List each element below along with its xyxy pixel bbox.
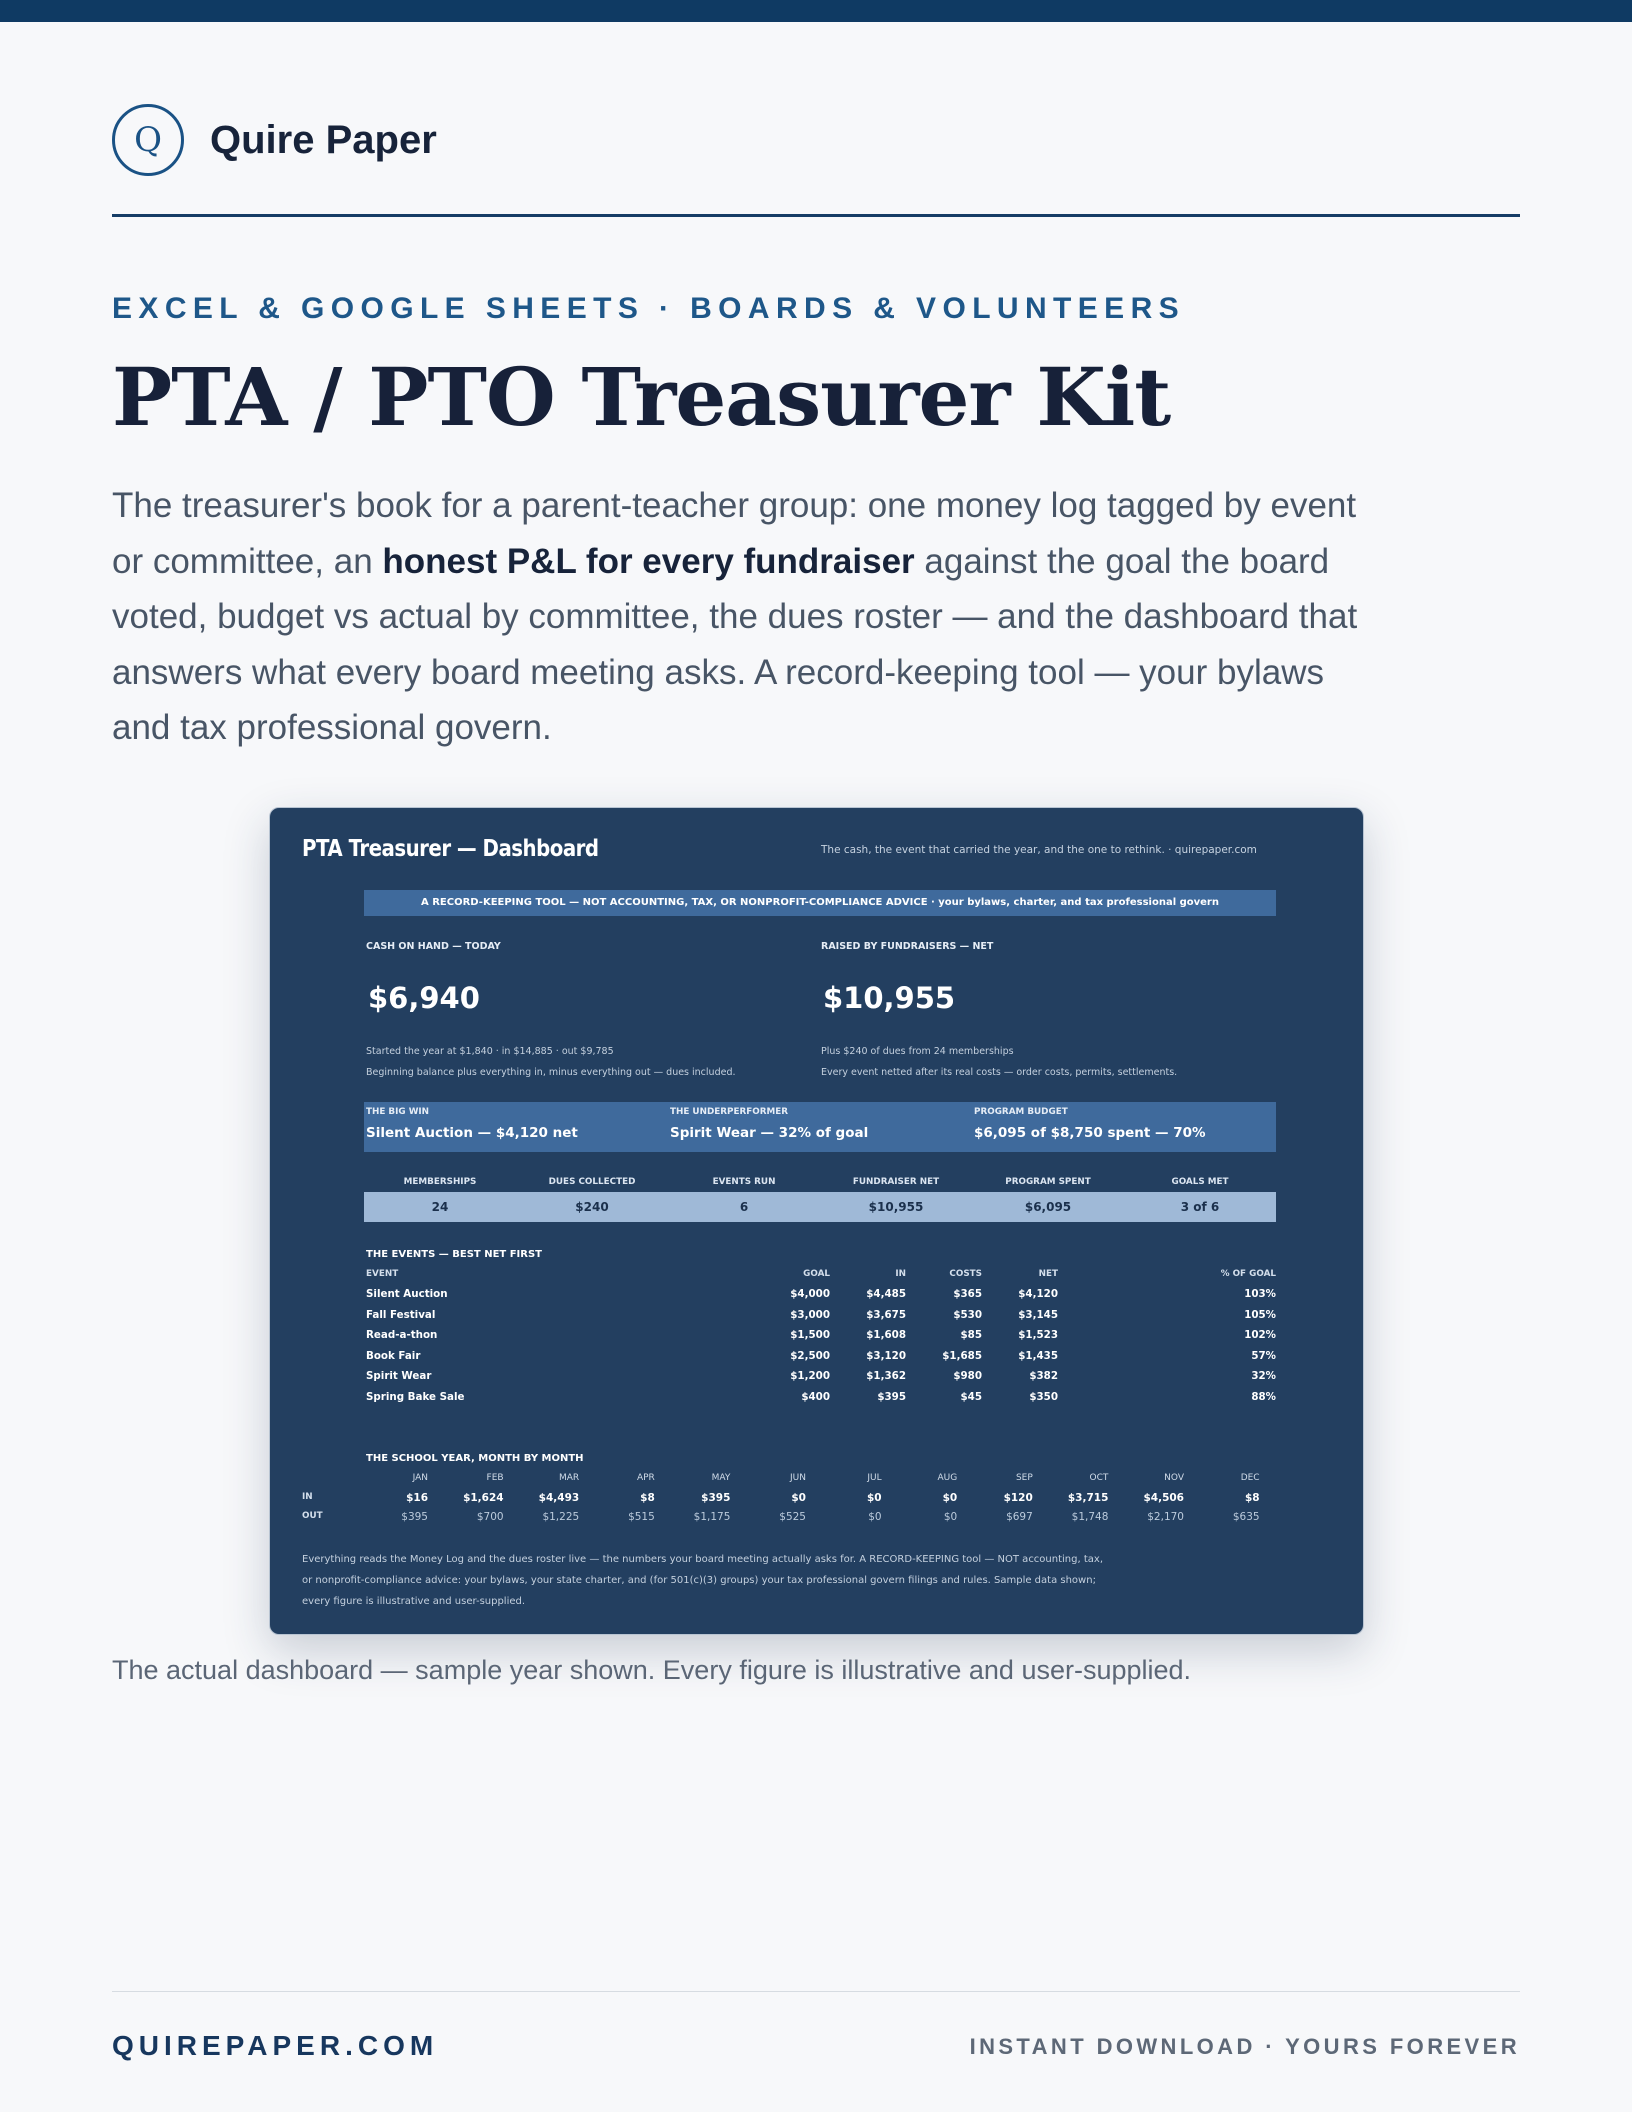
site-link[interactable]: QUIREPAPER.COM [112, 2030, 439, 2061]
month-in-value: $4,506 [1143, 1492, 1184, 1504]
cash-note-1: Started the year at $1,840 · in $14,885 · out $9,785 [366, 1046, 614, 1057]
month-out-value: $0 [868, 1511, 882, 1523]
goal-cell: $1,500 [790, 1329, 830, 1342]
net-cell: $3,145 [1018, 1308, 1058, 1321]
kpi-value: 24 [431, 1200, 449, 1214]
col-in: IN [895, 1269, 906, 1279]
highlight-value: Silent Auction — $4,120 net [366, 1125, 578, 1141]
kpi-label: DUES COLLECTED [548, 1177, 636, 1187]
footer-divider [112, 1991, 1520, 1992]
intro-text-after: against the goal the board voted, budget vs actual by committee, the dues roster — and the dashboard that answers what every board meeting asks. A record-keeping tool — your bylaws and tax professional govern. [112, 541, 1358, 747]
month-in-value: $120 [1003, 1492, 1033, 1504]
raised-label: RAISED BY FUNDRAISERS — NET [821, 941, 994, 952]
month-label: JUL [867, 1473, 882, 1483]
kpi-label: MEMBERSHIPS [403, 1177, 477, 1187]
event-name-cell: Read-a-thon [366, 1329, 438, 1342]
month-label: SEP [1015, 1473, 1033, 1483]
month-out-value: $1,175 [693, 1511, 731, 1523]
pct-cell: 32% [1251, 1370, 1276, 1383]
month-out-value: $515 [628, 1511, 655, 1523]
raised-value: $10,955 [823, 981, 956, 1015]
goal-cell: $400 [801, 1391, 830, 1403]
col-event: EVENT [366, 1269, 399, 1279]
month-out-value: $1,748 [1071, 1511, 1109, 1523]
events-heading: THE EVENTS — BEST NET FIRST [366, 1249, 542, 1260]
month-out-value: $395 [401, 1511, 428, 1523]
event-name-cell: Fall Festival [366, 1308, 436, 1321]
kpi-value: $10,955 [868, 1200, 924, 1214]
month-in-value: $8 [640, 1492, 655, 1504]
category-eyebrow: EXCEL & GOOGLE SHEETS · BOARDS & VOLUNTEERS [112, 292, 1186, 325]
kpi-label: GOALS MET [1171, 1177, 1229, 1187]
in-cell: $395 [877, 1391, 906, 1403]
goal-cell: $2,500 [790, 1349, 830, 1362]
month-out-value: $635 [1232, 1511, 1260, 1523]
dashboard-footnote-1: Everything reads the Money Log and the dues roster live — the numbers your board meeting actually asks for. A RECORD-KEEPING tool — NOT accounting, tax, [302, 1554, 1103, 1565]
month-in-value: $4,493 [538, 1492, 580, 1504]
kpi-value: $6,095 [1024, 1200, 1072, 1214]
costs-cell: $530 [953, 1308, 982, 1321]
in-row-label: IN [302, 1492, 313, 1502]
net-cell: $4,120 [1018, 1288, 1058, 1300]
event-name-cell: Silent Auction [366, 1288, 448, 1300]
dashboard-screenshot [269, 807, 1364, 1635]
disclaimer-banner: A RECORD-KEEPING TOOL — NOT ACCOUNTING, TAX, OR NONPROFIT-COMPLIANCE ADVICE · your bylaws, charter, and tax professional govern [364, 890, 1276, 916]
intro-paragraph [112, 478, 1362, 756]
highlight-label: THE BIG WIN [366, 1107, 430, 1117]
page-title: PTA / PTO Treasurer Kit [112, 350, 1171, 444]
kpi-label: EVENTS RUN [712, 1177, 776, 1187]
pct-cell: 57% [1251, 1349, 1276, 1362]
month-label: AUG [937, 1473, 958, 1483]
highlight-label: PROGRAM BUDGET [974, 1107, 1068, 1117]
costs-cell: $980 [953, 1370, 982, 1383]
kpi-value: $240 [575, 1200, 609, 1214]
net-cell: $1,435 [1018, 1349, 1058, 1362]
goal-cell: $3,000 [790, 1308, 830, 1321]
highlight-value: Spirit Wear — 32% of goal [670, 1125, 869, 1141]
dashboard-footnote-3: every figure is illustrative and user-supplied. [302, 1596, 526, 1607]
month-label: DEC [1240, 1473, 1260, 1483]
highlights-strip [364, 1102, 1276, 1152]
month-label: JUN [790, 1473, 806, 1483]
net-cell: $350 [1029, 1391, 1058, 1403]
screenshot-caption: The actual dashboard — sample year shown. Every figure is illustrative and user-supplied. [112, 1655, 1192, 1685]
costs-cell: $365 [953, 1288, 982, 1300]
net-cell: $1,523 [1018, 1329, 1058, 1342]
month-in-value: $3,715 [1067, 1492, 1109, 1504]
quire-logo-icon: Q [112, 104, 184, 176]
raised-note-1: Plus $240 of dues from 24 memberships [821, 1046, 1014, 1057]
kpi-value: 6 [739, 1200, 749, 1214]
col-net: NET [1038, 1269, 1058, 1279]
month-in-value: $0 [866, 1492, 882, 1504]
highlight-label: THE UNDERPERFORMER [670, 1107, 789, 1117]
costs-cell: $85 [960, 1329, 982, 1342]
cash-label: CASH ON HAND — TODAY [366, 941, 501, 952]
in-cell: $3,675 [866, 1308, 906, 1321]
highlight-value: $6,095 of $8,750 spent — 70% [974, 1125, 1206, 1141]
month-out-value: $1,225 [542, 1511, 580, 1523]
goal-cell: $4,000 [790, 1288, 830, 1300]
pct-cell: 88% [1251, 1391, 1276, 1403]
pct-cell: 103% [1244, 1288, 1276, 1300]
intro-text-before: The treasurer's book for a parent-teacher group: one money log tagged by event or committee, an [112, 486, 1357, 581]
months-heading: THE SCHOOL YEAR, MONTH BY MONTH [366, 1453, 584, 1464]
month-out-value: $525 [779, 1511, 806, 1523]
in-cell: $1,362 [866, 1370, 906, 1383]
month-label: NOV [1164, 1473, 1184, 1483]
month-out-value: $2,170 [1147, 1511, 1184, 1523]
month-in-value: $1,624 [463, 1492, 504, 1504]
raised-note-2: Every event netted after its real costs — order costs, permits, settlements. [821, 1067, 1178, 1078]
month-label: MAY [711, 1473, 731, 1483]
col-pct: % OF GOAL [1220, 1269, 1276, 1279]
intro-text-bold: honest P&L for every fundraiser [382, 541, 915, 581]
month-out-value: $700 [476, 1511, 504, 1523]
month-label: MAR [559, 1473, 580, 1483]
pct-cell: 105% [1244, 1308, 1276, 1321]
kpi-value: 3 of 6 [1180, 1200, 1220, 1214]
goal-cell: $1,200 [790, 1370, 830, 1383]
dashboard-footnote-2: or nonprofit-compliance advice: your bylaws, your state charter, and (for 501(c)(3) groups) your tax professional govern filings and rules. Sample data shown; [302, 1575, 1096, 1586]
month-out-value: $0 [943, 1511, 958, 1523]
event-name-cell: Spirit Wear [366, 1370, 432, 1383]
month-label: JAN [412, 1473, 428, 1483]
pct-cell: 102% [1244, 1329, 1276, 1342]
dashboard-title: PTA Treasurer — Dashboard [302, 836, 599, 862]
dashboard-subtitle: The cash, the event that carried the year, and the one to rethink. · quirepaper.com [821, 844, 1257, 856]
month-in-value: $0 [791, 1492, 806, 1504]
in-cell: $3,120 [866, 1349, 906, 1362]
month-in-value: $0 [942, 1492, 958, 1504]
footer-tagline: INSTANT DOWNLOAD · YOURS FOREVER [969, 2034, 1520, 2059]
event-name-cell: Book Fair [366, 1349, 421, 1362]
kpi-label: PROGRAM SPENT [1005, 1177, 1091, 1187]
brand-name: Quire Paper [210, 117, 437, 162]
in-cell: $1,608 [866, 1329, 906, 1342]
header-divider [112, 214, 1520, 217]
month-label: APR [636, 1473, 655, 1483]
brand-header[interactable] [112, 104, 437, 176]
cash-note-2: Beginning balance plus everything in, minus everything out — dues included. [366, 1067, 736, 1078]
cash-value: $6,940 [368, 981, 480, 1015]
col-goal: GOAL [803, 1269, 830, 1279]
in-cell: $4,485 [866, 1288, 906, 1300]
month-in-value: $16 [406, 1492, 428, 1504]
net-cell: $382 [1029, 1370, 1058, 1383]
kpi-label: FUNDRAISER NET [852, 1177, 940, 1187]
costs-cell: $45 [960, 1391, 982, 1403]
event-name-cell: Spring Bake Sale [366, 1391, 465, 1403]
month-in-value: $8 [1244, 1492, 1260, 1504]
out-row-label: OUT [302, 1511, 323, 1521]
col-costs: COSTS [949, 1269, 982, 1279]
month-label: FEB [486, 1473, 504, 1483]
month-in-value: $395 [701, 1492, 731, 1504]
top-accent-bar [0, 0, 1632, 22]
costs-cell: $1,685 [942, 1349, 982, 1362]
month-out-value: $697 [1006, 1511, 1033, 1523]
month-label: OCT [1089, 1473, 1109, 1483]
